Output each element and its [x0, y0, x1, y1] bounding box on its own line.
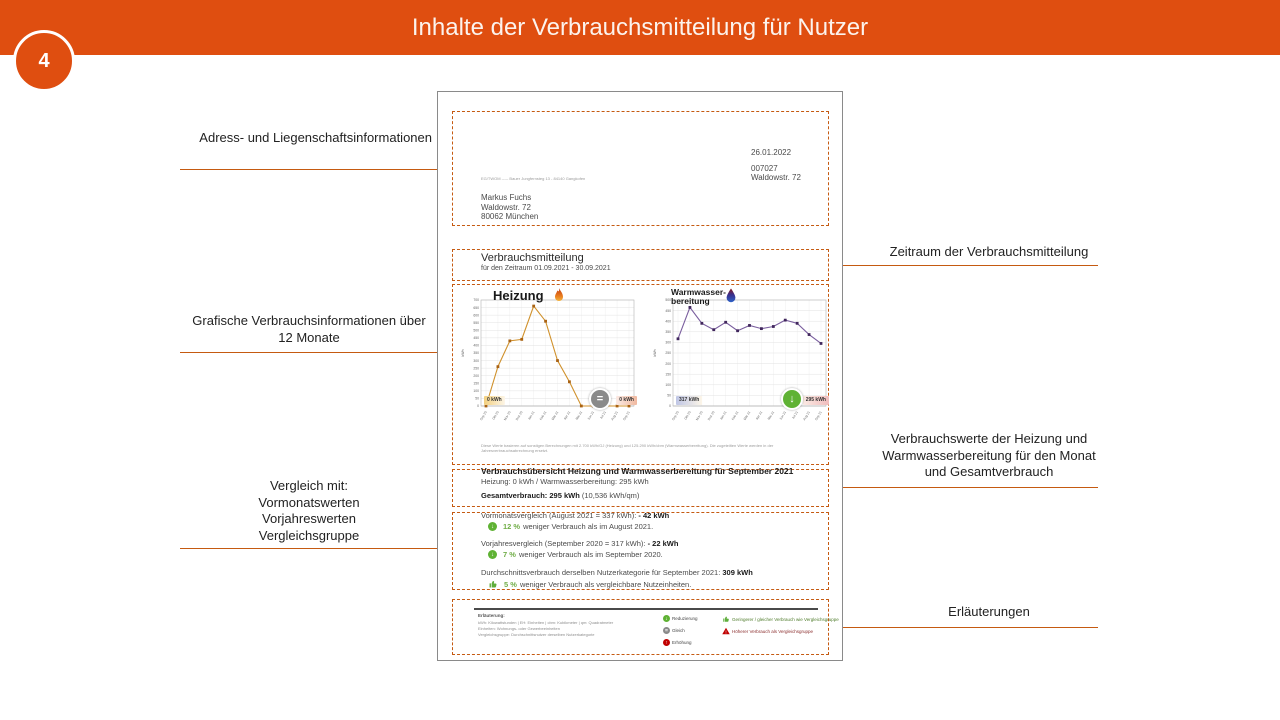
heating-chart-title: Heizung: [493, 288, 544, 303]
legend-label: Höherer Verbrauch als Vergleichsgruppe: [732, 628, 814, 634]
label-line: Vergleichsgruppe: [258, 527, 360, 543]
legend-label: Gleich: [672, 628, 685, 633]
svg-text:150: 150: [665, 372, 671, 377]
svg-text:Sep 20: Sep 20: [671, 410, 680, 422]
svg-text:450: 450: [473, 336, 479, 341]
recipient-city: 80062 München: [481, 212, 539, 221]
document-subtitle: für den Zeitraum 01.09.2021 - 30.09.2021: [481, 265, 611, 272]
label-line: Verbrauchswerte der Heizung und: [890, 431, 1088, 446]
heating-chart: [457, 288, 640, 446]
svg-text:Aug 21: Aug 21: [610, 410, 619, 422]
label-consumption-values: [855, 431, 1123, 481]
total-consumption: Gesamtverbrauch: 295 kWh: [481, 491, 580, 500]
title-line: bereitung: [671, 296, 710, 306]
svg-text:Mär 21: Mär 21: [742, 410, 752, 421]
svg-text:Feb 21: Feb 21: [730, 410, 740, 421]
connector-line-address: [180, 169, 452, 170]
green-circle-down-icon: ↓: [488, 522, 497, 531]
svg-text:Mär 21: Mär 21: [550, 410, 560, 421]
svg-text:Sep 21: Sep 21: [622, 410, 631, 422]
comparison-result-text: weniger Verbrauch als im September 2020.: [518, 550, 663, 559]
comparison-result: [488, 550, 663, 559]
svg-text:Dez 20: Dez 20: [514, 410, 524, 422]
legend-label: Reduzierung: [672, 616, 698, 621]
comparison-percent: 7 %: [503, 550, 516, 559]
legend-heading: Erläuterung:: [478, 613, 505, 618]
svg-text:Okt 20: Okt 20: [683, 410, 692, 421]
label-line: und Gesamtverbrauch: [924, 464, 1054, 479]
legend-item: [663, 615, 698, 622]
svg-text:100: 100: [665, 383, 671, 387]
comparison-delta: - 22 kWh: [647, 539, 679, 548]
svg-text:500: 500: [665, 298, 671, 303]
legend-label: Geringerer / gleicher Verbrauch wie Vergleichsgruppe: [732, 616, 839, 622]
green-circle-down-icon: ↓: [663, 615, 670, 622]
slide-title: Inhalte der Verbrauchsmitteilung für Nutzer: [411, 14, 869, 41]
gray-circle-equal-icon: =: [663, 627, 670, 634]
svg-text:Jun 21: Jun 21: [778, 410, 788, 421]
svg-text:Sep 21: Sep 21: [814, 410, 823, 422]
svg-text:Aug 21: Aug 21: [802, 410, 811, 422]
svg-text:200: 200: [473, 373, 479, 378]
svg-text:Jul 21: Jul 21: [791, 410, 800, 420]
svg-text:Dez 20: Dez 20: [706, 410, 716, 422]
comparison-result-text: weniger Verbrauch als vergleichbare Nutzeinheiten.: [519, 579, 692, 589]
svg-text:Okt 20: Okt 20: [491, 410, 500, 421]
letter-date: 26.01.2022: [751, 148, 792, 157]
green-circle-down-icon: ↓: [781, 388, 803, 410]
svg-text:Apr 21: Apr 21: [754, 410, 764, 421]
legend-item: [663, 627, 685, 634]
svg-text:350: 350: [665, 330, 671, 334]
connector-line-charts: [180, 352, 452, 353]
green-circle-down-icon: ↓: [488, 550, 497, 559]
recipient-name: Markus Fuchs: [481, 193, 532, 202]
svg-text:0: 0: [477, 404, 479, 409]
comparison-percent: 12 %: [503, 522, 521, 531]
svg-text:300: 300: [473, 358, 479, 363]
svg-text:350: 350: [473, 351, 479, 356]
connector-line-explanations: [828, 627, 1098, 628]
slide-header: [0, 0, 1280, 55]
comparison-percent: 5 %: [504, 579, 517, 589]
svg-text:250: 250: [665, 351, 671, 356]
svg-text:450: 450: [665, 308, 671, 313]
svg-text:kWh: kWh: [461, 349, 465, 357]
label-address-info: [180, 130, 432, 147]
charts-footnote: [481, 443, 811, 453]
overview-heading: Verbrauchsübersicht Heizung und Warmwasserbereitung für September 2021: [481, 466, 794, 476]
label-line: Warmwasserbereitung für den Monat: [882, 447, 1096, 463]
comparison-heading: [481, 511, 669, 520]
flame-icon: [553, 288, 565, 303]
svg-text:150: 150: [473, 381, 479, 386]
label-line: Vergleich mit:: [269, 478, 349, 493]
svg-text:400: 400: [665, 319, 671, 324]
legend-note: kWh: Kilowattstunden | EH: Einheiten | cbm: Kubikmeter | qm: Quadratmeter: [478, 620, 614, 625]
legend-label: Erhöhung: [672, 640, 692, 645]
comparison-result: [488, 579, 691, 589]
legend-item: [722, 615, 839, 623]
water-drop-icon: [725, 288, 737, 303]
comparison-result-text: weniger Verbrauch als im August 2021.: [523, 522, 654, 531]
title-line: Warmwasser-: [671, 287, 726, 297]
svg-text:700: 700: [473, 298, 479, 303]
label-line: 12 Monate: [278, 329, 340, 345]
reference-street: Waldowstr. 72: [751, 173, 801, 182]
label-line: Zeitraum der Verbrauchsmitteilung: [889, 244, 1089, 259]
footnote-line: Diese Werte basieren auf sonstigen Berechnungen mit 2.700 kWh/GJ (Heizung) und 125.290 kWh/cbm (Warmwasserbereitung). Die zugeteilten Werte werden in der: [481, 443, 774, 448]
comparison-delta: 309 kWh: [722, 568, 753, 577]
gray-circle-equal-icon: =: [589, 388, 611, 410]
svg-text:600: 600: [473, 313, 479, 318]
svg-text:Nov 20: Nov 20: [502, 410, 512, 422]
legend-divider: [474, 608, 818, 610]
comparison-heading: [481, 568, 753, 577]
label-line: Vormonatswerten: [258, 494, 360, 510]
overview-line: Heizung: 0 kWh / Warmwasserbereitung: 295 kWh: [481, 477, 649, 486]
svg-text:Jul 21: Jul 21: [599, 410, 608, 420]
label-explanations: [855, 604, 1123, 621]
svg-text:50: 50: [667, 393, 671, 398]
document-title: Verbrauchsmitteilung: [481, 252, 584, 264]
svg-text:400: 400: [473, 343, 479, 348]
slide-number-badge: [13, 30, 75, 92]
chart-badge-first-month: 317 kWh: [676, 396, 702, 405]
legend-note: Einheiten: Wohnungs- oder Gewerbeeinheiten: [478, 626, 560, 631]
svg-text:250: 250: [473, 366, 479, 371]
svg-text:50: 50: [475, 396, 479, 401]
total-consumption-extra: (10,536 kWh/qm): [581, 491, 640, 500]
comparison-text: Vorjahresvergleich (September 2020 = 317 kWh):: [481, 539, 646, 548]
legend-item: [663, 639, 692, 646]
legend-note: Vergleichsgruppe: Durchschnittsnutzer derselben Nutzerkategorie: [478, 632, 595, 637]
svg-text:Jun 21: Jun 21: [586, 410, 596, 421]
svg-text:300: 300: [665, 340, 671, 345]
svg-text:Nov 20: Nov 20: [694, 410, 704, 422]
recipient-address: [481, 193, 538, 222]
legend-item: [722, 627, 813, 635]
comparison-delta: - 42 kWh: [638, 511, 670, 520]
svg-text:Sep 20: Sep 20: [479, 410, 488, 422]
recipient-street: Waldowstr. 72: [481, 202, 531, 212]
footnote-line: Jahresverbrauchsabrechnung ersetzt.: [481, 448, 549, 453]
label-line: Adress- und Liegenschaftsinformationen: [199, 130, 432, 145]
label-line: Erläuterungen: [948, 604, 1030, 619]
comparison-text: Vormonatsvergleich (August 2021 = 337 kWh):: [481, 511, 637, 520]
svg-text:Feb 21: Feb 21: [538, 410, 548, 421]
svg-text:100: 100: [473, 389, 479, 394]
slide-number: 4: [38, 49, 50, 72]
label-comparison: [180, 478, 438, 544]
connector-line-period: [828, 265, 1098, 266]
svg-text:Mai 21: Mai 21: [574, 410, 584, 421]
sender-line: EG/TWOM ----- Bauer Jungfernsteg 13 - 84140 Gangkofen: [481, 176, 586, 181]
svg-text:650: 650: [473, 305, 479, 310]
overview-total: [481, 491, 639, 500]
hot-water-chart-title: [671, 288, 726, 306]
reference-number: 007027: [751, 164, 778, 173]
document-preview: [437, 91, 843, 661]
svg-text:!: !: [725, 629, 727, 635]
svg-text:0: 0: [669, 404, 671, 409]
svg-text:Jan 21: Jan 21: [527, 410, 536, 421]
chart-badge-first-month: 0 kWh: [484, 396, 505, 405]
label-graphic-info: [180, 313, 438, 346]
consumption-chart-svg: [457, 288, 640, 446]
comparison-result: [488, 522, 653, 531]
red-warning-triangle-icon: [722, 627, 730, 635]
consumption-chart-svg: [649, 288, 832, 446]
red-circle-up-icon: ↑: [663, 639, 670, 646]
label-line: Grafische Verbrauchsinformationen über: [192, 313, 426, 328]
chart-badge-last-month: 0 kWh: [616, 396, 637, 405]
comparison-text: Durchschnittsverbrauch derselben Nutzerkategorie für September 2021:: [481, 568, 721, 577]
label-period: [855, 244, 1123, 261]
comparison-heading: [481, 539, 678, 548]
svg-text:Jan 21: Jan 21: [719, 410, 728, 421]
chart-badge-last-month: 295 kWh: [803, 396, 829, 405]
label-line: Vorjahreswerten: [262, 511, 356, 526]
svg-text:200: 200: [665, 361, 671, 366]
green-thumbs-up-icon: [722, 615, 730, 623]
svg-text:500: 500: [473, 328, 479, 333]
svg-text:550: 550: [473, 320, 479, 325]
green-thumbs-up-icon: [488, 579, 498, 589]
svg-text:Mai 21: Mai 21: [766, 410, 776, 421]
connector-line-comparison: [180, 548, 452, 549]
svg-text:kWh: kWh: [653, 349, 657, 357]
connector-line-values: [828, 487, 1098, 488]
svg-text:Apr 21: Apr 21: [562, 410, 572, 421]
hot-water-chart: [649, 288, 832, 446]
